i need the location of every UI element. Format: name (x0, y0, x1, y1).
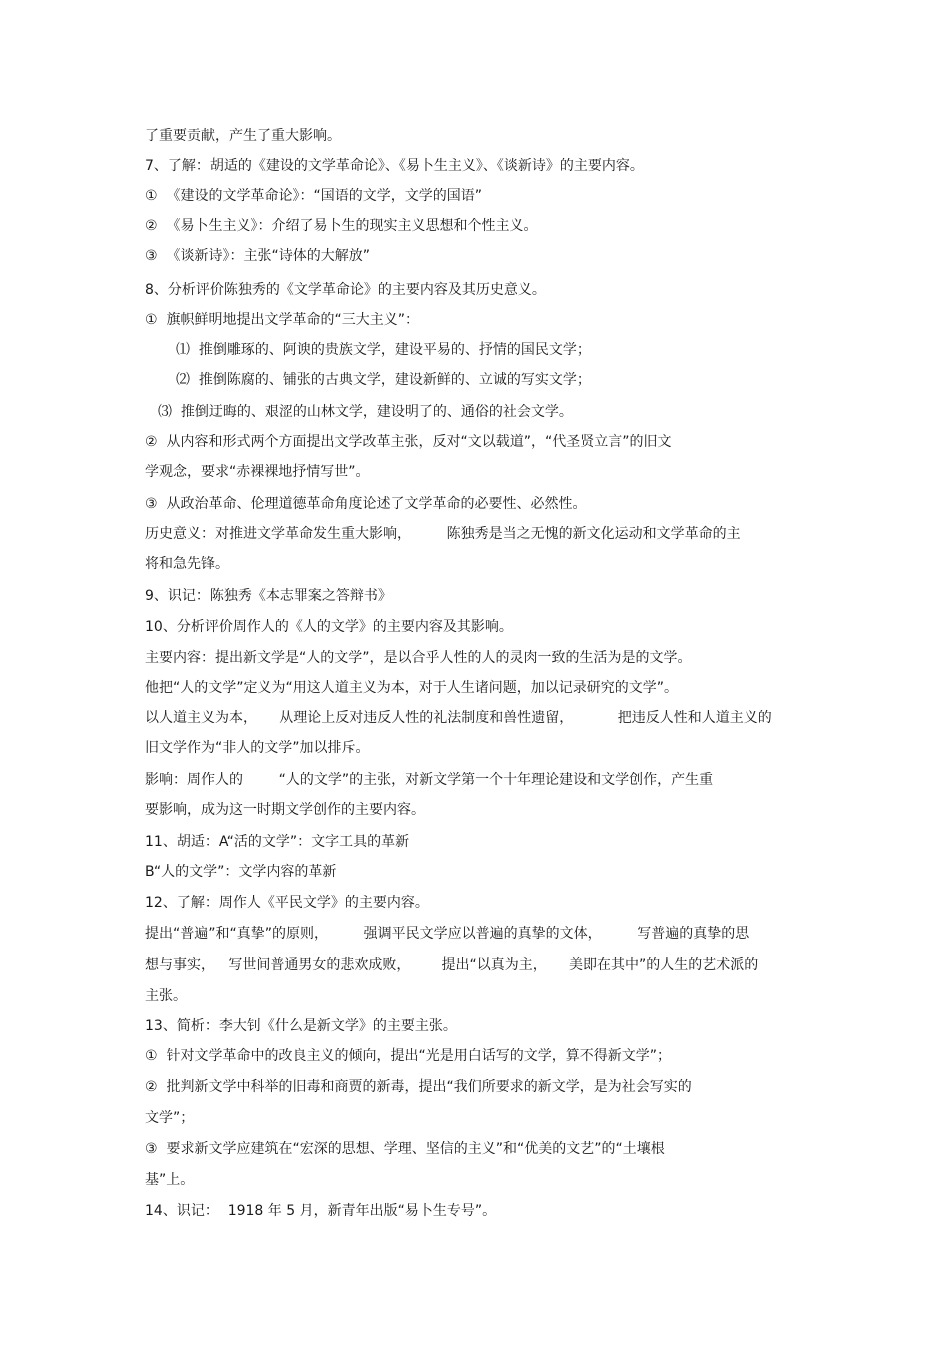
list-item: ③ 从政治革命、伦理道德革命角度论述了文学革命的必要性、必然性。 (145, 496, 587, 512)
section-heading: 10、分析评价周作人的《人的文学》的主要内容及其影响。 (145, 619, 513, 635)
text-line: 主张。 (145, 988, 187, 1004)
text-line: 了重要贡献，产生了重大影响。 (145, 128, 341, 144)
list-item: ① 《建设的文学革命论》：“国语的文学，文学的国语” (145, 188, 482, 204)
text-line: 学观念，要求“赤裸裸地抒情写世”。 (145, 464, 370, 480)
section-heading: 13、简析：李大钊《什么是新文学》的主要主张。 (145, 1018, 457, 1034)
list-item: ② 《易卜生主义》：介绍了易卜生的现实主义思想和个性主义。 (145, 218, 538, 234)
section-heading: 14、识记： 1918 年 5 月，新青年出版“易卜生专号”。 (145, 1203, 497, 1219)
section-heading: 8、分析评价陈独秀的《文学革命论》的主要内容及其历史意义。 (145, 282, 546, 298)
text-line: 他把“人的文学”定义为“用这人道主义为本，对于人生诸问题，加以记录研究的文学”。 (145, 680, 679, 696)
text-line: 以人道主义为本， 从理论上反对违反人性的礼法制度和兽性遗留， 把违反人性和人道主义的 (145, 710, 772, 726)
text-line: 主要内容：提出新文学是“人的文学”，是以合乎人性的人的灵肉一致的生活为是的文学。 (145, 650, 692, 666)
text-line: 将和急先锋。 (145, 556, 229, 572)
section-heading: 7、了解：胡适的《建设的文学革命论》、《易卜生主义》、《谈新诗》的主要内容。 (145, 158, 644, 174)
list-item: ② 从内容和形式两个方面提出文学改革主张，反对“文以载道”，“代圣贤立言”的旧文 (145, 434, 672, 450)
list-item: ② 批判新文学中科举的旧毒和商贾的新毒，提出“我们所要求的新文学，是为社会写实的 (145, 1079, 692, 1095)
text-line: 历史意义：对推进文学革命发生重大影响， 陈独秀是当之无愧的新文化运动和文学革命的主 (145, 526, 741, 542)
list-item: ① 针对文学革命中的改良主义的倾向，提出“光是用白话写的文学，算不得新文学”； (145, 1048, 671, 1064)
list-item: ③ 《谈新诗》：主张“诗体的大解放” (145, 248, 370, 264)
list-item: ① 旗帜鲜明地提出文学革命的“三大主义”： (145, 312, 419, 328)
sub-list-item: ⑶ 推倒迂晦的、艰涩的山林文学，建设明了的、通俗的社会文学。 (158, 404, 573, 420)
sub-list-item: ⑴ 推倒雕琢的、阿谀的贵族文学，建设平易的、抒情的国民文学； (176, 342, 591, 358)
text-line: 文学”； (145, 1110, 195, 1126)
list-item: ③ 要求新文学应建筑在“宏深的思想、学理、坚信的主义”和“优美的文艺”的“土壤根 (145, 1141, 665, 1157)
text-line: 旧文学作为“非人的文学”加以排斥。 (145, 740, 370, 756)
text-line: 基”上。 (145, 1172, 195, 1188)
section-heading: 12、了解：周作人《平民文学》的主要内容。 (145, 895, 429, 911)
text-line: 想与事实， 写世间普通男女的悲欢成败， 提出“以真为主， 美即在其中”的人生的艺术派的 (145, 957, 759, 973)
text-line: 提出“普遍”和“真挚”的原则， 强调平民文学应以普遍的真挚的文体， 写普遍的真挚的思 (145, 926, 750, 942)
section-heading: 9、识记：陈独秀《本志罪案之答辩书》 (145, 588, 392, 604)
text-line: 影响：周作人的 “人的文学”的主张，对新文学第一个十年理论建设和文学创作，产生重 (145, 772, 714, 788)
sub-list-item: ⑵ 推倒陈腐的、铺张的古典文学，建设新鲜的、立诚的写实文学； (176, 372, 591, 388)
text-line: 要影响，成为这一时期文学创作的主要内容。 (145, 802, 425, 818)
section-heading: 11、胡适：A“活的文学”：文字工具的革新 (145, 834, 410, 850)
text-line: B“人的文学”：文学内容的革新 (145, 864, 337, 880)
